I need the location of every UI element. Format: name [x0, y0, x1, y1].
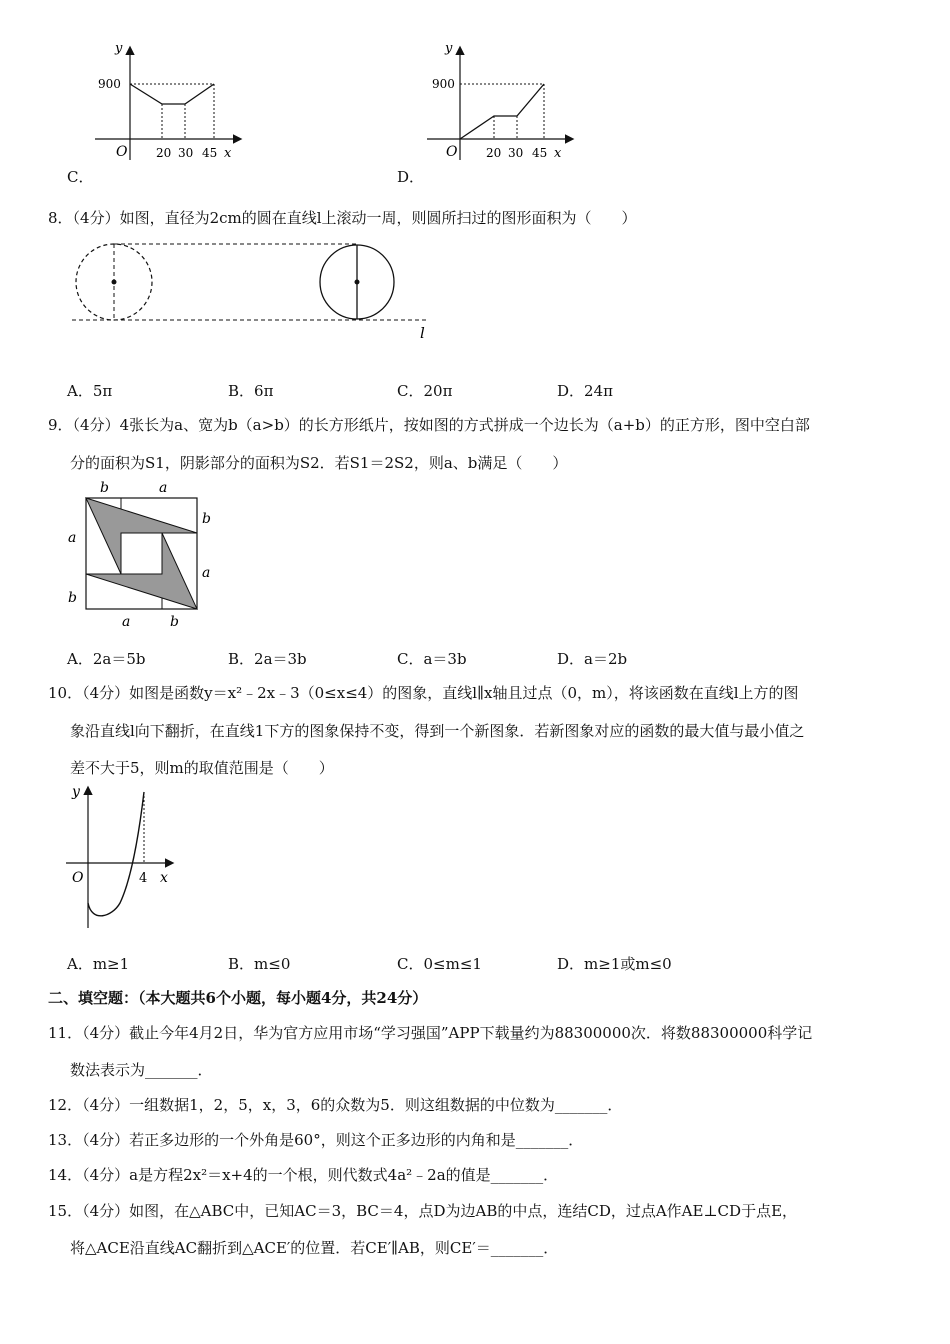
- q10-text-line3: 差不大于5，则m的取值范围是（ ）: [70, 759, 334, 777]
- graph-d-x-tick-20: 20: [486, 146, 502, 160]
- q15-text-line1: 15．（4分）如图，在△ABC中，已知AC＝3，BC＝4，点D为边AB的中点，连结CD，过点A作AE⊥CD于点E，: [48, 1202, 798, 1220]
- q10-option-a: A．m≥1: [67, 955, 130, 973]
- q11-text-line1: 11．（4分）截止今年4月2日，华为官方应用市场“学习强国”APP下载量约为88300000次．将数88300000科学记: [48, 1024, 813, 1042]
- option-d-label: D．: [397, 168, 425, 186]
- q9-label-bottom-a: a: [122, 614, 131, 630]
- q9-option-b: B．2a＝3b: [228, 650, 307, 668]
- graph-d: [422, 38, 582, 178]
- q10-text-line1: 10．（4分）如图是函数y＝x²﹣2x﹣3（0≤x≤4）的图象，直线l∥x轴且过点（0，m），将该函数在直线l上方的图: [48, 684, 799, 702]
- graph-d-y-tick: 900: [432, 77, 455, 91]
- q10-option-b: B．m≤0: [228, 955, 291, 973]
- q8-option-b: B．6π: [228, 382, 274, 400]
- option-c-label: C．: [67, 168, 94, 186]
- q9-text-line1: 9．（4分）4张长为a、宽为b（a>b）的长方形纸片，按如图的方式拼成一个边长为（a+b）的正方形，图中空白部: [48, 416, 810, 434]
- section-2-title: 二、填空题：（本大题共6个小题，每小题4分，共24分）: [48, 989, 428, 1007]
- q10-text-line2: 象沿直线l向下翻折，在直线1下方的图象保持不变，得到一个新图象．若新图象对应的函数的最大值与最小值之: [70, 722, 805, 740]
- q12-text: 12．（4分）一组数据1，2，5，x，3，6的众数为5．则这组数据的中位数为_______．: [48, 1096, 623, 1114]
- q9-label-top-b: b: [100, 480, 109, 496]
- q10-graph: [62, 782, 192, 932]
- q15-text-line2: 将△ACE沿直线AC翻折到△ACE′的位置．若CE′∥AB，则CE′＝_______．: [70, 1239, 559, 1257]
- q10-x-tick: 4: [139, 871, 148, 886]
- q9-label-top-a: a: [159, 480, 168, 496]
- q11-text-line2: 数法表示为_______．: [70, 1061, 213, 1079]
- q10-option-d: D．m≥1或m≤0: [557, 955, 672, 973]
- q9-label-right-b: b: [202, 511, 211, 527]
- q9-label-left-b: b: [68, 590, 77, 606]
- graph-c-origin: O: [116, 144, 128, 160]
- graph-c: [90, 38, 250, 178]
- graph-c-x-tick-45: 45: [202, 146, 218, 160]
- q13-text: 13．（4分）若正多边形的一个外角是60°，则这个正多边形的内角和是_______．: [48, 1131, 584, 1149]
- q9-label-bottom-b: b: [170, 614, 179, 630]
- graph-c-x-label: x: [224, 146, 232, 161]
- graph-d-x-tick-45: 45: [532, 146, 548, 160]
- q9-option-a: A．2a＝5b: [67, 650, 146, 668]
- q14-text: 14．（4分）a是方程2x²＝x+4的一个根，则代数式4a²﹣2a的值是_______．: [48, 1166, 559, 1184]
- q9-label-left-a: a: [68, 530, 77, 546]
- q10-origin: O: [72, 870, 84, 886]
- graph-d-x-label: x: [554, 146, 562, 161]
- q8-option-d: D．24π: [557, 382, 613, 400]
- q9-option-c: C．a＝3b: [397, 650, 467, 668]
- graph-c-y-label: y: [115, 41, 123, 56]
- q9-figure: [62, 478, 222, 628]
- q8-line-label: l: [420, 324, 425, 342]
- graph-d-y-label: y: [445, 41, 453, 56]
- graph-d-x-tick-30: 30: [508, 146, 524, 160]
- q8-text: 8．（4分）如图，直径为2cm的圆在直线l上滚动一周，则圆所扫过的图形面积为（ ）: [48, 209, 637, 227]
- q10-option-c: C．0≤m≤1: [397, 955, 482, 973]
- q9-label-right-a: a: [202, 565, 211, 581]
- q9-option-d: D．a＝2b: [557, 650, 628, 668]
- q9-text-line2: 分的面积为S1，阴影部分的面积为S2．若S1＝2S2，则a、b满足（ ）: [70, 454, 568, 472]
- q10-y-label: y: [72, 784, 80, 800]
- graph-c-x-tick-30: 30: [178, 146, 194, 160]
- q10-x-label: x: [160, 870, 168, 886]
- graph-c-x-tick-20: 20: [156, 146, 172, 160]
- graph-d-origin: O: [446, 144, 458, 160]
- q8-figure: [68, 238, 448, 358]
- q8-option-a: A．5π: [67, 382, 113, 400]
- graph-c-y-tick: 900: [98, 77, 121, 91]
- q8-option-c: C．20π: [397, 382, 453, 400]
